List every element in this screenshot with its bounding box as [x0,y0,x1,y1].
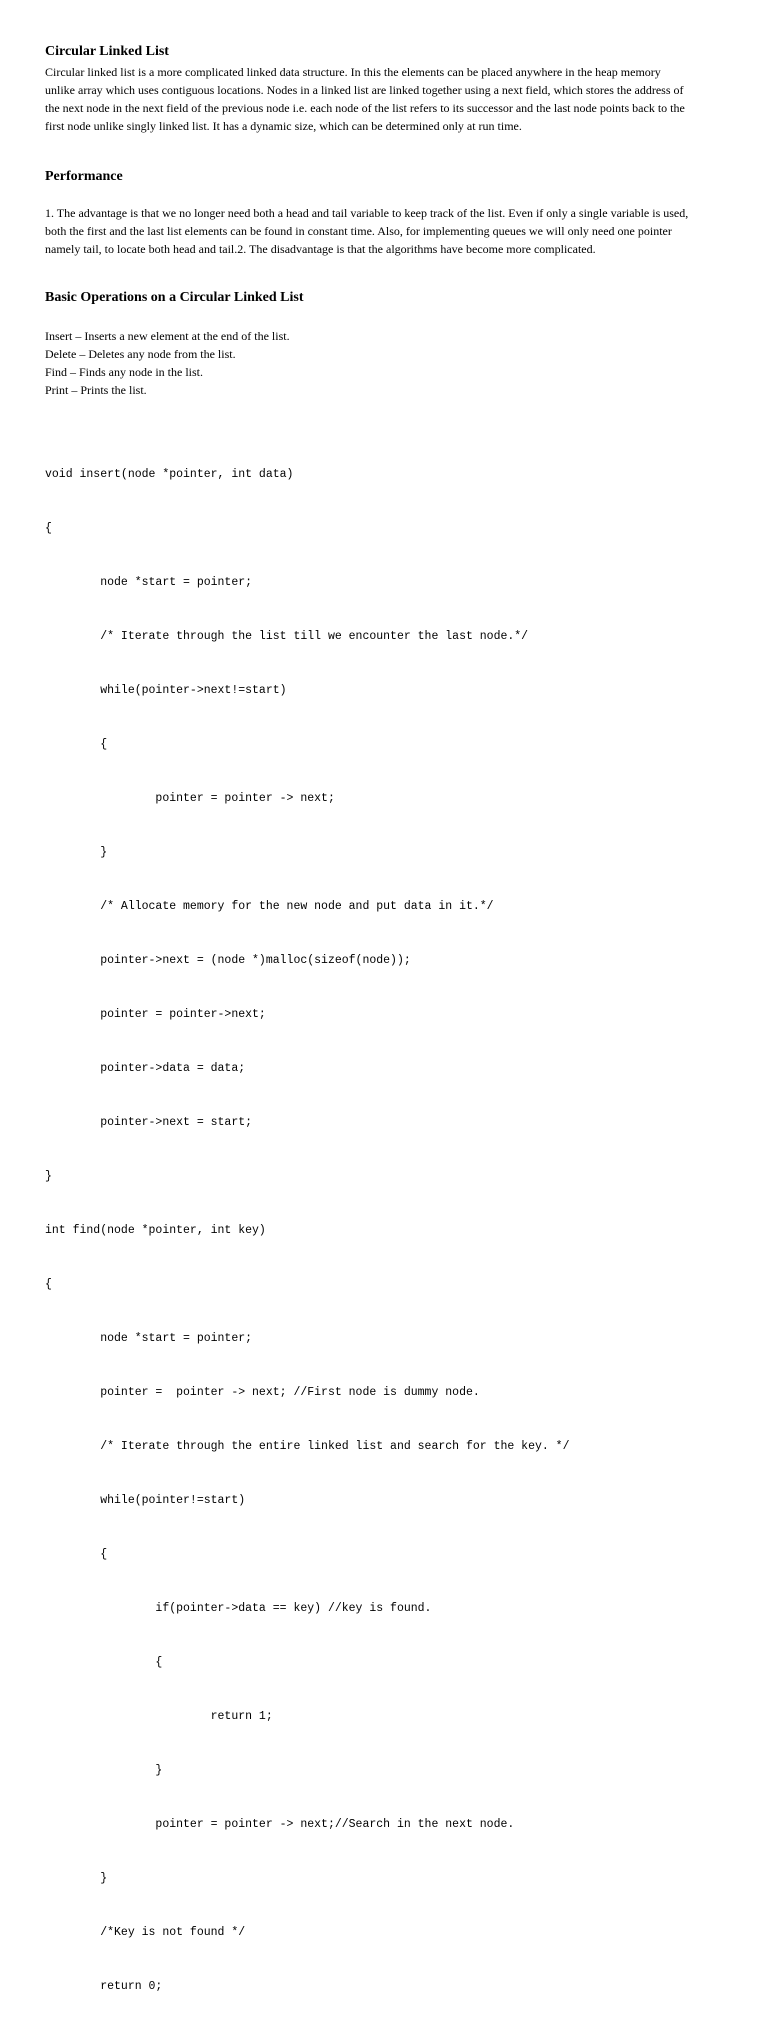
code-line: { [45,738,108,751]
code-line: pointer = pointer -> next;//Search in the next node. [45,1818,515,1831]
code-line: } [45,1872,108,1885]
code-line: /* Iterate through the list till we encounter the last node.*/ [45,630,529,643]
code-line: } [45,846,108,859]
code-line: /* Iterate through the entire linked list and search for the key. */ [45,1440,570,1453]
code-line: pointer = pointer -> next; //First node is dummy node. [45,1386,480,1399]
list-item: Print – Prints the list. [45,383,147,397]
code-line: return 1; [45,1710,273,1723]
section-title-circular-linked-list: Circular Linked List [45,44,169,59]
code-line: { [45,1278,52,1291]
code-line: /*Key is not found */ [45,1926,246,1939]
paragraph-line: the next node in the next field of the previous node i.e. each node of the list refers to its successor and the last node points back to the [45,101,685,115]
code-line: while(pointer!=start) [45,1494,246,1507]
code-line: } [45,1764,163,1777]
code-line: void insert(node *pointer, int data) [45,468,294,481]
list-item: Find – Finds any node in the list. [45,365,204,379]
code-line: { [45,1548,108,1561]
operations-list [45,327,290,399]
paragraph-line: first node unlike singly linked list. It has a dynamic size, which can be determined only at run time. [45,119,522,133]
code-line: pointer->next = start; [45,1116,253,1129]
code-line: pointer = pointer -> next; [45,792,335,805]
code-line: return 0; [45,1980,163,1993]
code-line: while(pointer->next!=start) [45,684,287,697]
code-line: int find(node *pointer, int key) [45,1224,266,1237]
list-item: Delete – Deletes any node from the list. [45,347,236,361]
code-line: pointer->data = data; [45,1062,246,1075]
code-line: pointer = pointer->next; [45,1008,266,1021]
code-line: { [45,522,52,535]
code-line: pointer->next = (node *)malloc(sizeof(node)); [45,954,411,967]
code-line: node *start = pointer; [45,1332,253,1345]
paragraph-line: Circular linked list is a more complicated linked data structure. In this the elements can be placed anywhere in the heap memory [45,65,661,79]
paragraph-line: both the first and the last list elements can be found in constant time. Also, for implementing queues we will only need one pointer [45,224,672,238]
paragraph-line: 1. The advantage is that we no longer need both a head and tail variable to keep track of the list. Even if only a single variable is used, [45,206,689,220]
code-line: } [45,1170,52,1183]
code-line: /* Allocate memory for the new node and put data in it.*/ [45,900,494,913]
performance-description [45,204,721,258]
code-block [45,430,570,2032]
code-line: { [45,1656,163,1669]
paragraph-line: namely tail, to locate both head and tail.2. The disadvantage is that the algorithms have become more complicated. [45,242,596,256]
list-item: Insert – Inserts a new element at the end of the list. [45,329,290,343]
circular-linked-list-description [45,63,721,135]
paragraph-line: unlike array which uses contiguous locations. Nodes in a linked list are linked together using a next field, which stores the address of [45,83,684,97]
code-line: node *start = pointer; [45,576,253,589]
code-line: if(pointer->data == key) //key is found. [45,1602,432,1615]
section-title-performance: Performance [45,169,123,184]
section-title-basic-operations: Basic Operations on a Circular Linked List [45,290,304,305]
